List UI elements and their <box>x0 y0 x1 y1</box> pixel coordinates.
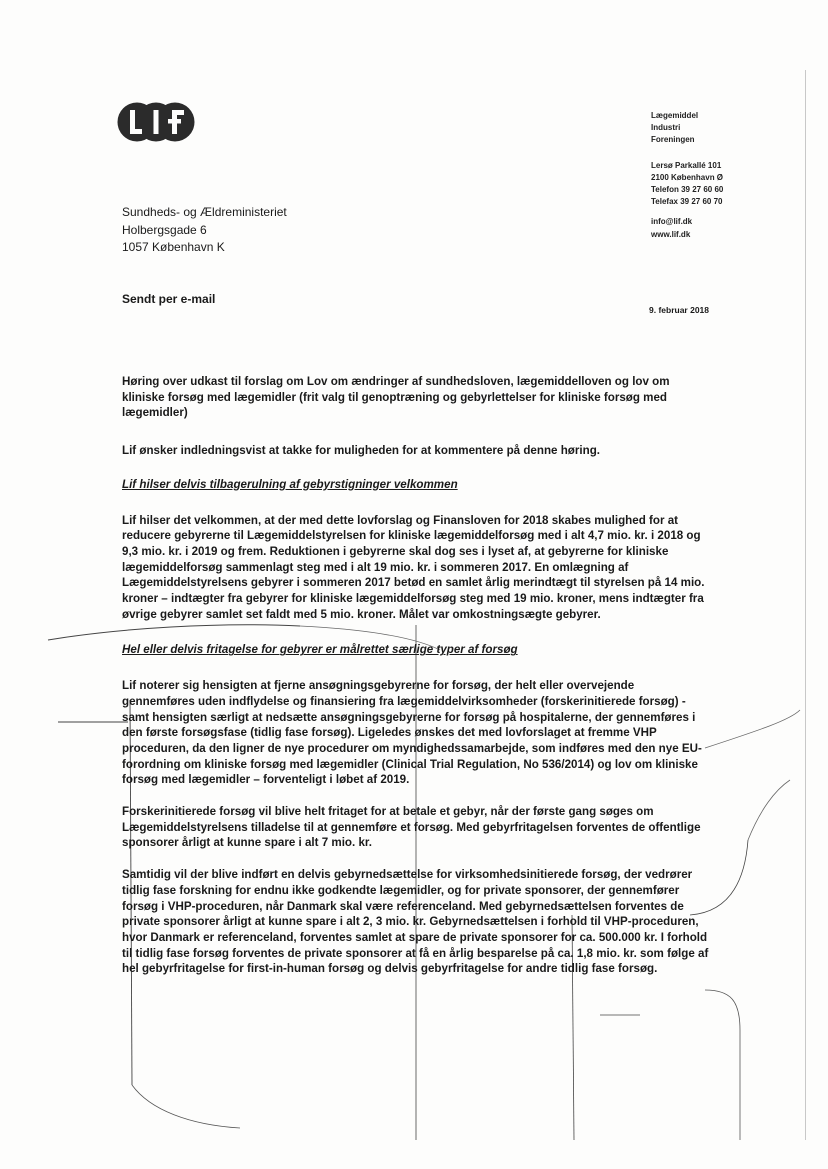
body-paragraph: Lif noterer sig hensigten at fjerne ansøgningsgebyrerne for forsøg, der helt eller overvejende gennemføres uden indflydelse og finansiering fra lægemiddelvirksomheder (forskerinitierede forsøg) - samt hensigten særligt at nedsætte ansøgningsgebyrerne for forsøg på hospitalerne, der gennemføres i den første forsøgsfase (tidlig fase forsøg). Ligeledes ønskes det med lovforslaget at fremme VHP proceduren, da den ligner de nye procedurer om myndighedssamarbejde, som indføres med den nye EU-forordning om kliniske forsøg med lægemidler (Clinical Trial Regulation, No 536/2014) og lov om kliniske forsøg med lægemidler – forventeligt i løbet af 2019. <box>122 679 702 787</box>
sender-website: www.lif.dk <box>651 229 691 239</box>
scan-edge-line <box>805 70 806 1140</box>
body-paragraph: Lif hilser det velkommen, at der med dette lovforslag og Finansloven for 2018 skabes mulighed for at reducere gebyrerne til Lægemiddelstyrelsen for kliniske lægemiddelforsøg med i alt 4,7 mio. kr. i 2018 og 9,3 mio. kr. i 2019 og frem. Reduktionen i gebyrerne skal dog ses i lyset af, at gebyrerne for kliniske lægemiddelforsøg sammenlagt steg med i alt 19 mio. kr. i sommeren 2017. En omlægning af Lægemiddelstyrelsens gebyrer i sommeren 2017 betød en samlet årlig merindtægt til styrelsen på 14 mio. kroner – indtægter fra gebyrer for kliniske lægemiddelforsøg steg med 19 mio. kroner, mens indtægter fra øvrige gebyrer samlet set faldt med 5 mio. kroner. Målet var omkostningsægte gebyrer. <box>122 513 705 621</box>
sender-phone: Telefon 39 27 60 60 <box>651 185 724 195</box>
sender-org-line: Foreningen <box>651 135 695 145</box>
sender-block <box>651 110 723 241</box>
sender-address-line: Lersø Parkallé 101 <box>651 160 722 170</box>
section-heading: Hel eller delvis fritagelse for gebyrer er målrettet særlige typer af forsøg <box>122 643 518 657</box>
intro-paragraph: Lif ønsker indledningsvist at takke for muligheden for at kommentere på denne høring. <box>122 444 600 458</box>
sender-email: info@lif.dk <box>651 217 693 227</box>
sender-org-line: Industri <box>651 123 681 133</box>
subject-line: Høring over udkast til forslag om Lov om ændringer af sundhedsloven, lægemiddelloven og lov om kliniske forsøg med lægemidler (frit valg til genoptræning og gebyrlettelser for kliniske forsøg med lægemidler) <box>122 375 670 420</box>
sender-org-line: Lægemiddel <box>651 111 699 120</box>
sent-via: Sendt per e-mail <box>122 292 216 306</box>
recipient-line: Holbergsgade 6 <box>122 222 207 237</box>
lif-logo <box>116 101 196 143</box>
body-paragraph: Forskerinitierede forsøg vil blive helt fritaget for at betale et gebyr, når der første gang søges om Lægemiddelstyrelsens tilladelse til at gennemføre et forsøg. Med gebyrfritagelsen forventes de offentlige sponsorer årligt at kunne spare i alt 7 mio. kr. <box>122 805 701 850</box>
letter-body <box>122 374 710 977</box>
recipient-line: Sundheds- og Ældreministeriet <box>122 205 287 219</box>
sender-address-line: 2100 København Ø <box>651 172 724 182</box>
recipient-block <box>122 204 287 257</box>
section-heading: Lif hilser delvis tilbagerulning af gebyrstigninger velkommen <box>122 477 458 491</box>
sender-fax: Telefax 39 27 60 70 <box>651 197 723 207</box>
letter-date: 9. februar 2018 <box>649 305 710 315</box>
body-paragraph: Samtidig vil der blive indført en delvis gebyrnedsættelse for virksomhedsinitierede forsøg, der vedrører tidlig fase forskning for endnu ikke godkendte lægemidler, og for private sponsorer, der gennemfører forsøg i VHP-proceduren, når Danmark skal være referenceland. Med gebyrnedsættelsen forventes de private sponsorer årligt at kunne spare i alt 2, 3 mio. kr. Gebyrnedsættelsen i forhold til VHP-proceduren, hvor Danmark er referenceland, forventes samlet at spare de private sponsorer for ca. 500.000 kr. I forhold til tidlig fase forsøg forventes de private sponsorer at få en årlig besparelse på ca. 1,8 mio. kr. som følge af hel gebyrfritagelse for first-in-human forsøg og delvis gebyrfritagelse for andre tidlig fase forsøg. <box>122 868 709 976</box>
recipient-line: 1057 København K <box>122 240 225 254</box>
